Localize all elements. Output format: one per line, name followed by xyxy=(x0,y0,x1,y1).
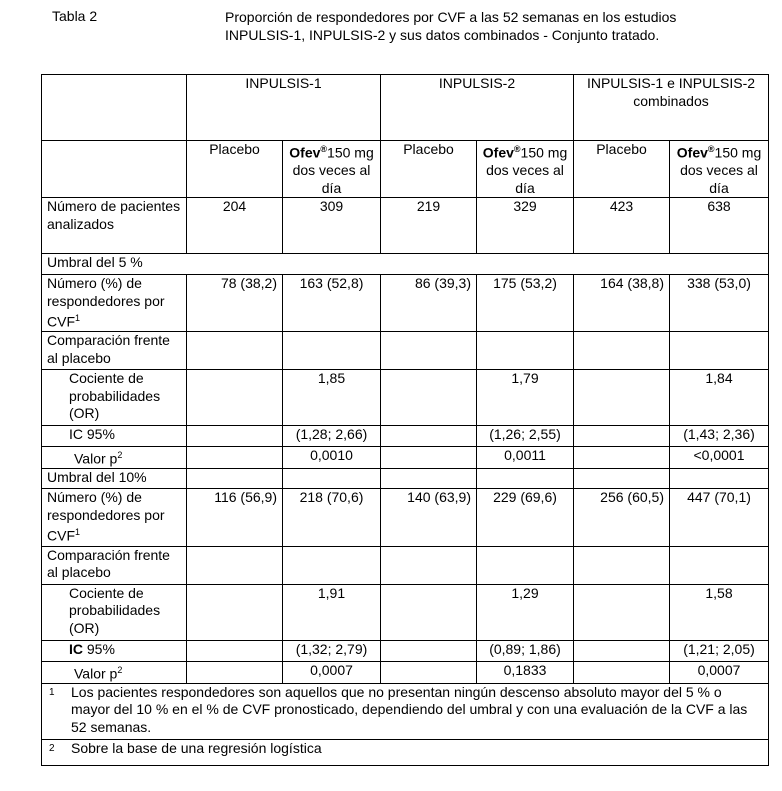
cell: 164 (38,8) xyxy=(574,275,670,332)
study-header-inpulsis-1: INPULSIS-1 xyxy=(187,75,381,141)
registered-mark: ® xyxy=(513,144,521,154)
footnote-ref: 2 xyxy=(117,664,123,675)
cell xyxy=(477,546,574,584)
footnote-text: Los pacientes respondedores son aquellos que no presentan ningún descenso absoluto mayor del 5 % o mayor del 10 % en el % de CVF pronosticado, dependiendo del umbral y con una evaluación de la CVF a las 52 semanas. xyxy=(71,683,748,735)
footnote-marker: 2 xyxy=(49,742,55,754)
ofev-brand: Ofev xyxy=(676,144,708,161)
cell xyxy=(574,332,670,370)
cell xyxy=(670,469,769,489)
cell: 204 xyxy=(187,198,283,254)
row-label xyxy=(42,489,187,546)
cell: (1,43; 2,36) xyxy=(670,426,769,447)
cell: 1,84 xyxy=(670,370,769,426)
cell: 140 (63,9) xyxy=(381,489,477,546)
cell: 78 (38,2) xyxy=(187,275,283,332)
cell xyxy=(574,661,670,683)
cell xyxy=(187,332,283,370)
cell: 338 (53,0) xyxy=(670,275,769,332)
cell: <0,0001 xyxy=(670,447,769,469)
combined-header-line1: INPULSIS-1 e INPULSIS-2 xyxy=(586,75,756,91)
arm-placebo-3: Placebo xyxy=(574,141,670,198)
cell xyxy=(574,546,670,584)
cell: 219 xyxy=(381,198,477,254)
cell: 1,91 xyxy=(283,584,381,640)
ofev-brand: Ofev xyxy=(289,144,321,161)
cell xyxy=(283,469,381,489)
cell xyxy=(187,661,283,683)
footnote-cell xyxy=(42,739,769,765)
footnote-ref: 1 xyxy=(75,313,81,324)
footnote-2 xyxy=(47,740,763,758)
cell: 1,85 xyxy=(283,370,381,426)
cell: 175 (53,2) xyxy=(477,275,574,332)
cell xyxy=(381,426,477,447)
cell: 229 (69,6) xyxy=(477,489,574,546)
cell: 86 (39,3) xyxy=(381,275,477,332)
row-label: Cociente de probabilidades (OR) xyxy=(42,584,187,640)
cell xyxy=(670,546,769,584)
arm-placebo-2: Placebo xyxy=(381,141,477,198)
arm-ofev-1 xyxy=(283,141,381,198)
cell xyxy=(187,640,283,661)
cell: 309 xyxy=(283,198,381,254)
cell: 1,58 xyxy=(670,584,769,640)
table-row-responders-5 xyxy=(42,275,769,332)
empty-arm-cell xyxy=(42,141,187,198)
cell: 447 (70,1) xyxy=(670,489,769,546)
cell xyxy=(574,640,670,661)
cell xyxy=(381,584,477,640)
cell: 1,29 xyxy=(477,584,574,640)
cell xyxy=(187,447,283,469)
table-row-responders-10 xyxy=(42,489,769,546)
footnote-row-1 xyxy=(42,683,769,739)
section-label: Umbral del 5 % xyxy=(42,254,769,275)
cell xyxy=(381,546,477,584)
footnote-1 xyxy=(47,684,763,737)
cell xyxy=(477,332,574,370)
footnote-ref: 2 xyxy=(117,450,123,461)
ofev-brand: Ofev xyxy=(482,144,514,161)
row-label-text: Valor p xyxy=(74,665,118,682)
arm-placebo-1: Placebo xyxy=(187,141,283,198)
cell: (1,28; 2,66) xyxy=(283,426,381,447)
row-label-text: Número (%) de respondedores por CVF xyxy=(47,489,165,545)
arm-ofev-2 xyxy=(477,141,574,198)
row-label: Cociente de probabilidades (OR) xyxy=(42,370,187,426)
cell xyxy=(381,640,477,661)
cell xyxy=(187,426,283,447)
study-header-combined xyxy=(574,75,769,141)
row-label-text: Valor p xyxy=(74,450,118,467)
footnote-ref: 1 xyxy=(75,527,81,538)
cell: 423 xyxy=(574,198,670,254)
cell: 638 xyxy=(670,198,769,254)
cell xyxy=(187,584,283,640)
cell: 163 (52,8) xyxy=(283,275,381,332)
cell: 0,0007 xyxy=(670,661,769,683)
results-table xyxy=(41,74,769,766)
cell xyxy=(574,469,670,489)
row-label: Comparación frente al placebo xyxy=(42,332,187,370)
cell xyxy=(283,546,381,584)
table-title: Proporción de respondedores por CVF a las 52 semanas en los estudios INPULSIS-1, INPULSIS-2 y sus datos combinados - Conjunto tratado. xyxy=(225,9,677,43)
cell xyxy=(574,447,670,469)
cell: 329 xyxy=(477,198,574,254)
cell: 256 (60,5) xyxy=(574,489,670,546)
cell xyxy=(187,546,283,584)
row-label xyxy=(42,640,187,661)
footnote-marker: 1 xyxy=(49,686,55,698)
cell: (1,32; 2,79) xyxy=(283,640,381,661)
ci-abbrev: IC xyxy=(69,640,83,657)
cell: (1,26; 2,55) xyxy=(477,426,574,447)
cell xyxy=(381,447,477,469)
cell xyxy=(477,469,574,489)
cell xyxy=(187,370,283,426)
footnote-cell xyxy=(42,683,769,739)
footnote-text: Sobre la base de una regresión logística xyxy=(71,739,322,756)
cell: 0,1833 xyxy=(477,661,574,683)
cell: 0,0007 xyxy=(283,661,381,683)
table-row-ci-10 xyxy=(42,640,769,661)
ofev-dose: 150 mg dos veces al día xyxy=(680,144,762,196)
cell: 218 (70,6) xyxy=(283,489,381,546)
cell xyxy=(283,332,381,370)
table-row-threshold-10 xyxy=(42,469,769,489)
study-header-inpulsis-2: INPULSIS-2 xyxy=(381,75,574,141)
cell xyxy=(381,661,477,683)
table-row-patients xyxy=(42,198,769,254)
cell: 0,0010 xyxy=(283,447,381,469)
footnote-row-2 xyxy=(42,739,769,765)
row-label xyxy=(42,275,187,332)
cell xyxy=(381,469,477,489)
arm-ofev-3 xyxy=(670,141,769,198)
row-label: Número de pacientes analizados xyxy=(42,198,187,254)
cell xyxy=(381,332,477,370)
row-label xyxy=(42,661,187,683)
registered-mark: ® xyxy=(707,144,715,154)
cell xyxy=(574,426,670,447)
cell xyxy=(574,370,670,426)
cell xyxy=(381,370,477,426)
table-row-p-10 xyxy=(42,661,769,683)
table-label: Tabla 2 xyxy=(52,8,98,24)
registered-mark: ® xyxy=(320,144,328,154)
cell: (0,89; 1,86) xyxy=(477,640,574,661)
cell: 1,79 xyxy=(477,370,574,426)
ofev-dose: 150 mg dos veces al día xyxy=(292,144,374,196)
table-row-comparison-10 xyxy=(42,546,769,584)
table-row-or-10 xyxy=(42,584,769,640)
row-label-text: Número (%) de respondedores por CVF xyxy=(47,275,165,330)
row-label: IC 95% xyxy=(42,426,187,447)
table-row-comparison-5 xyxy=(42,332,769,370)
table-row-threshold-5 xyxy=(42,254,769,275)
cell: 116 (56,9) xyxy=(187,489,283,546)
table-row-ci-5 xyxy=(42,426,769,447)
cell: (1,21; 2,05) xyxy=(670,640,769,661)
row-label xyxy=(42,447,187,469)
arm-header-row xyxy=(42,141,769,198)
cell xyxy=(574,584,670,640)
cell xyxy=(187,469,283,489)
section-label: Umbral del 10% xyxy=(42,469,187,489)
cell xyxy=(670,332,769,370)
study-header-row xyxy=(42,75,769,141)
empty-header-cell xyxy=(42,75,187,141)
combined-header-line2: combinados xyxy=(633,92,709,109)
table-row-p-5 xyxy=(42,447,769,469)
ci-rest: 95% xyxy=(83,640,115,657)
ofev-dose: 150 mg dos veces al día xyxy=(486,144,568,196)
cell: 0,0011 xyxy=(477,447,574,469)
table-row-or-5 xyxy=(42,370,769,426)
row-label: Comparación frente al placebo xyxy=(42,546,187,584)
